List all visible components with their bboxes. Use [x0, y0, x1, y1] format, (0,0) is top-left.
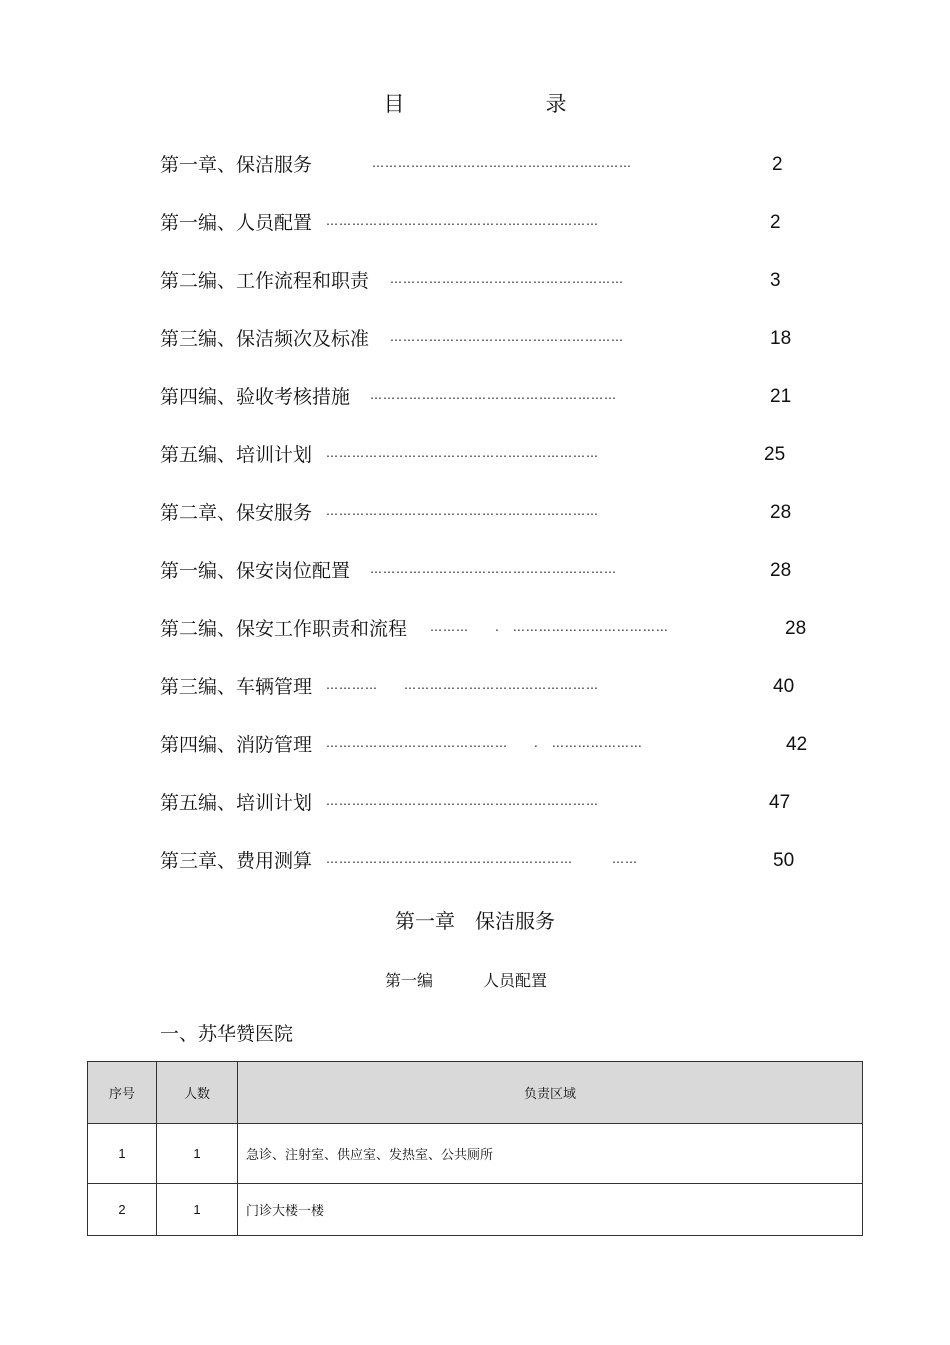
- section-title: 人员配置: [483, 971, 548, 990]
- toc-entry-leader: ………… ………………………………………: [326, 678, 600, 692]
- table-row: [88, 1124, 863, 1184]
- toc-entry-leader: ……… . ………………………………: [430, 620, 669, 634]
- toc-entry[interactable]: [160, 266, 800, 296]
- toc-entry[interactable]: [160, 672, 820, 702]
- toc-entry-label: 第三编、车辆管理: [160, 676, 313, 698]
- toc-entry-leader: ………………………………………………: [390, 272, 624, 286]
- toc-entry-leader: ………………………………………………… ……: [326, 852, 639, 866]
- toc-entry-page: 50: [773, 850, 795, 871]
- subsection-heading: 一、苏华赞医院: [160, 1023, 294, 1045]
- toc-entry-label: 第二编、保安工作职责和流程: [160, 618, 408, 640]
- toc-entry-label: 第二章、保安服务: [160, 502, 313, 524]
- toc-entry-leader: …………………………………………………: [370, 562, 617, 576]
- toc-entry-label: 第五编、培训计划: [160, 444, 313, 466]
- cell-count: 1: [157, 1124, 238, 1184]
- toc-entry-page: 40: [773, 676, 795, 697]
- cell-number: 2: [88, 1184, 157, 1236]
- toc-entry[interactable]: [160, 614, 820, 644]
- toc-entry-label: 第一编、保安岗位配置: [160, 560, 351, 582]
- toc-entry-page: 21: [770, 386, 792, 407]
- toc-entry-label: 第一编、人员配置: [160, 212, 313, 234]
- toc-entry-leader: ………………………………………………………: [326, 504, 599, 518]
- toc-entry[interactable]: [160, 730, 820, 760]
- toc-entry[interactable]: [160, 208, 800, 238]
- toc-entry-page: 25: [764, 444, 786, 465]
- column-header-count: 人数: [157, 1062, 238, 1124]
- cell-area: 急诊、注射室、供应室、发热室、公共厕所: [238, 1124, 863, 1184]
- toc-entry-leader: …………………………………………………: [370, 388, 617, 402]
- staff-table: [87, 1061, 863, 1236]
- column-header-area: 负责区域: [238, 1062, 863, 1124]
- toc-entry-leader: ………………………………………………: [390, 330, 624, 344]
- toc-entry[interactable]: [160, 846, 820, 876]
- toc-entry-page: 42: [786, 734, 808, 755]
- toc-entry-page: 2: [772, 154, 783, 175]
- toc-entry-label: 第三章、费用测算: [160, 850, 313, 872]
- toc-entry-page: 18: [770, 328, 792, 349]
- cell-count: 1: [157, 1184, 238, 1236]
- toc-entry[interactable]: [160, 324, 800, 354]
- toc-title: 目 录: [383, 92, 627, 116]
- toc-entry[interactable]: [160, 382, 800, 412]
- toc-entry[interactable]: [160, 788, 820, 818]
- toc-entry-label: 第四编、验收考核措施: [160, 386, 351, 408]
- toc-entry-page: 28: [785, 618, 807, 639]
- toc-entry-label: 第三编、保洁频次及标准: [160, 328, 370, 350]
- toc-entry-label: 第五编、培训计划: [160, 792, 313, 814]
- toc-entry-leader: …………………………………… . …………………: [326, 736, 643, 750]
- toc-entry-leader: ………………………………………………………: [326, 446, 599, 460]
- toc-entry[interactable]: [160, 556, 800, 586]
- toc-entry-page: 28: [770, 560, 792, 581]
- toc-entry-label: 第四编、消防管理: [160, 734, 313, 756]
- toc-entry[interactable]: [160, 150, 800, 180]
- toc-entry-leader: ………………………………………………………: [326, 794, 599, 808]
- toc-entry-page: 2: [770, 212, 781, 233]
- toc-entry-leader: ………………………………………………………: [326, 214, 599, 228]
- toc-entry[interactable]: [160, 440, 800, 470]
- cell-area: 门诊大楼一楼: [238, 1184, 863, 1236]
- section-heading: [385, 968, 547, 991]
- table-row: [88, 1184, 863, 1236]
- table-header-row: [88, 1062, 863, 1124]
- toc-entry-leader: ……………………………………………………: [372, 156, 632, 170]
- toc-entry-label: 第二编、工作流程和职责: [160, 270, 370, 292]
- column-header-number: 序号: [88, 1062, 157, 1124]
- toc-entry-page: 47: [769, 792, 791, 813]
- toc-entry-page: 28: [770, 502, 792, 523]
- chapter-heading: 第一章 保洁服务: [395, 909, 555, 933]
- toc-entry-page: 3: [770, 270, 781, 291]
- section-number: 第一编: [385, 971, 434, 990]
- cell-number: 1: [88, 1124, 157, 1184]
- toc-entry-label: 第一章、保洁服务: [160, 154, 313, 176]
- toc-entry[interactable]: [160, 498, 800, 528]
